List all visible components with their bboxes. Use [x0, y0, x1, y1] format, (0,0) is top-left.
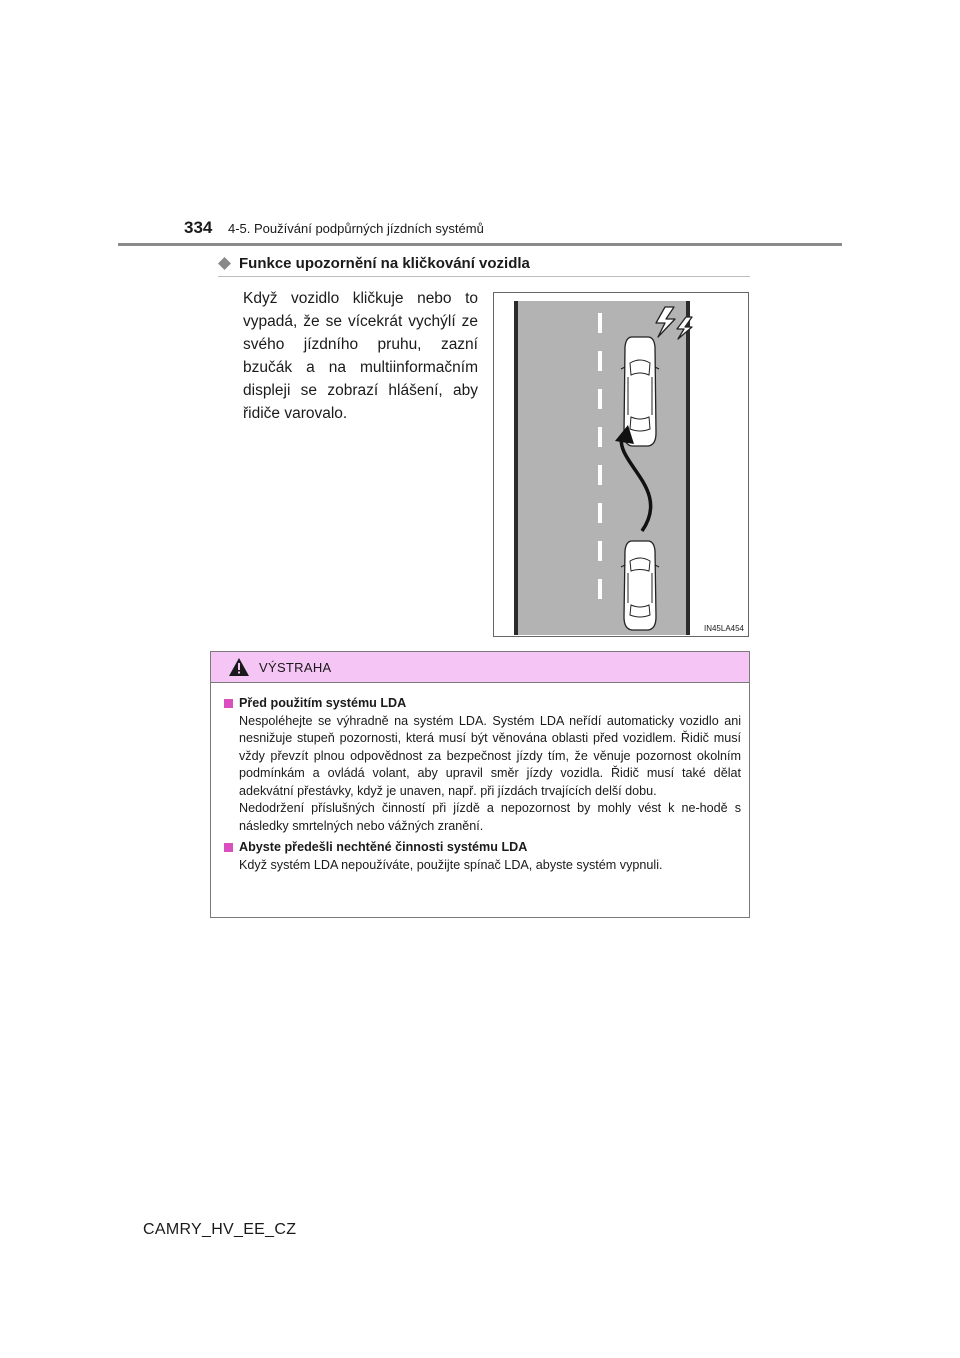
road-right-edge [686, 301, 690, 635]
warning-title: VÝSTRAHA [259, 659, 332, 675]
warning-item-heading [224, 695, 741, 713]
section-rule [218, 276, 750, 277]
road-left-edge [514, 301, 518, 635]
warning-header [211, 652, 749, 683]
warning-item-title: Abyste předešli nechtěné činnosti systému LDA [239, 840, 528, 854]
diamond-icon [218, 257, 231, 270]
warning-item-heading [224, 839, 741, 857]
warning-content [211, 683, 749, 874]
warning-item-title: Před použitím systému LDA [239, 696, 407, 710]
section-title: Funkce upozornění na kličkování vozidla [239, 255, 530, 272]
road-illustration [494, 293, 748, 636]
warning-triangle-icon [229, 658, 249, 676]
warning-paragraph: Když systém LDA nepoužíváte, použijte spínač LDA, abyste systém vypnuli. [239, 857, 663, 872]
bullet-square-icon [224, 699, 233, 708]
warning-item-body [224, 713, 741, 836]
warning-box [210, 651, 750, 918]
warning-paragraph: Nedodržení příslušných činností při jízdě a nepozornost by mohly vést k ne-hodě s následky smrtelných nebo vážných zranění. [239, 801, 741, 833]
footer-code: CAMRY_HV_EE_CZ [143, 1221, 297, 1238]
warning-item-body [224, 857, 741, 875]
bullet-square-icon [224, 843, 233, 852]
page-number: 334 [184, 218, 213, 237]
section-heading [218, 255, 530, 272]
chapter-title: 4-5. Používání podpůrných jízdních systémů [228, 221, 484, 236]
figure-code: IN45LA454 [703, 624, 744, 633]
section-body: Když vozidlo kličkuje nebo to vypadá, že se vícekrát vychýlí ze svého jízdního pruhu, zazní bzučák a na multiinformačním displeji se zobrazí hlášení, aby řidiče varovalo. [243, 290, 478, 422]
header-rule [118, 243, 842, 246]
lane-sway-figure [493, 292, 749, 637]
warning-paragraph: Nespoléhejte se výhradně na systém LDA. Systém LDA neřídí automaticky vozidlo ani nesnižuje stupeň pozornosti, která musí být věnována oblasti před vozidlem. Řidič musí vždy převzít plnou odpovědnost za bezpečnost jízdy tím, že věnuje pozornost okolním podmínkám a ovládá volant, aby upravil směr jízdy vozidla. Řidič musí také dělat adekvátní přestávky, když je unaven, např. při jízdách trvajících delší dobu. [239, 713, 741, 798]
car-rear [621, 541, 659, 630]
